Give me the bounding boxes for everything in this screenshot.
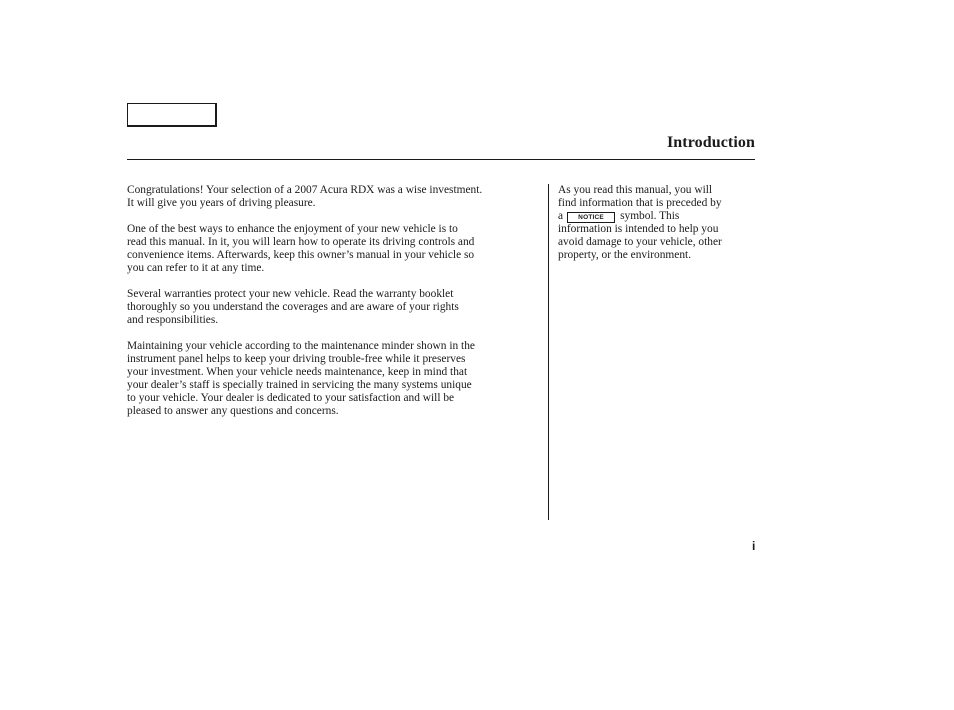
notice-text-after: symbol. This information is intended to help you avoid damage to your vehicle, other property, or the environment. <box>558 210 722 261</box>
main-column <box>127 184 539 431</box>
paragraph-congratulations: Congratulations! Your selection of a 2007 Acura RDX was a wise investment. It will give you years of driving pleasure. <box>127 184 483 209</box>
column-divider <box>548 184 549 520</box>
section-tab-box <box>127 103 217 127</box>
side-column <box>558 184 758 262</box>
header-divider <box>127 159 755 160</box>
page-number: i <box>752 539 756 553</box>
paragraph-warranties: Several warranties protect your new vehicle. Read the warranty booklet thoroughly so you understand the coverages and are aware of your rights and responsibilities. <box>127 288 459 326</box>
page-title: Introduction <box>666 134 755 151</box>
notice-symbol-icon: NOTICE <box>567 212 615 223</box>
notice-explanation <box>558 184 758 262</box>
paragraph-enjoyment: One of the best ways to enhance the enjoyment of your new vehicle is to read this manual. In it, you will learn how to operate its driving controls and convenience items. Afterwards, keep this owner’s manual in your vehicle so you can refer to it at any time. <box>127 223 475 274</box>
notice-text-before: As you read this manual, you will find information that is preceded by a <box>558 184 722 222</box>
paragraph-maintenance: Maintaining your vehicle according to the maintenance minder shown in the instrument panel helps to keep your driving trouble-free while it preserves your investment. When your vehicle needs maintenance, keep in mind that your dealer’s staff is specially trained in servicing the many systems unique to your vehicle. Your dealer is dedicated to your satisfaction and will be pleased to answer any questions and concerns. <box>127 340 475 417</box>
